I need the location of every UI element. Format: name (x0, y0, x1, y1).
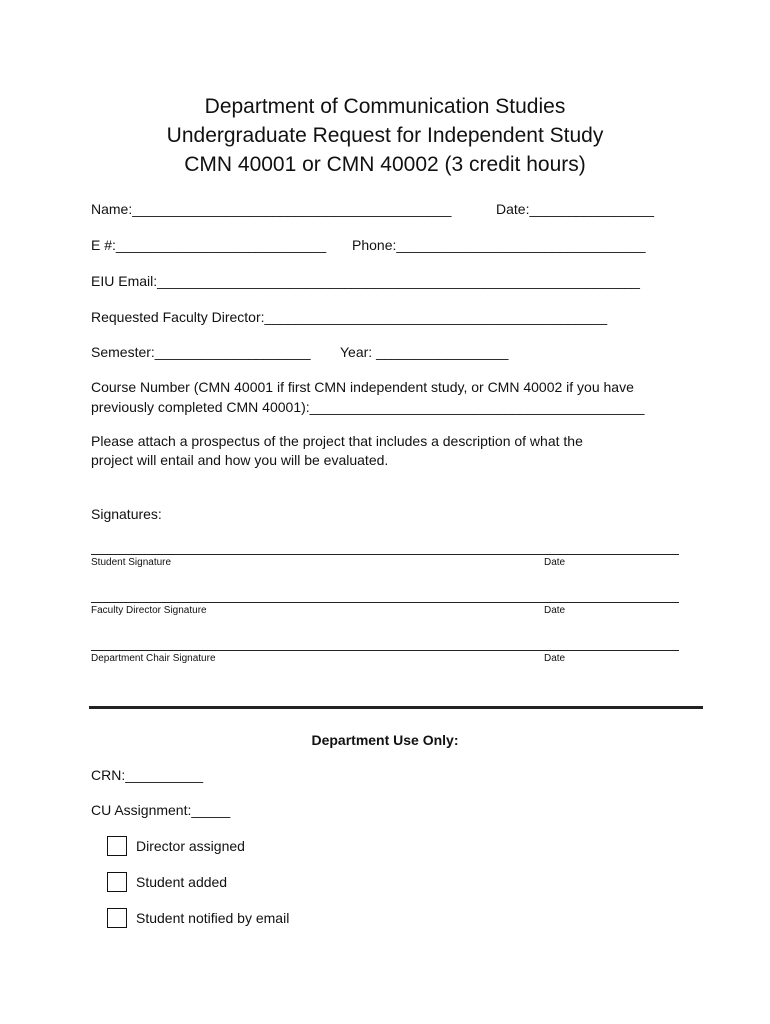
instructions-line-2: project will entail and how you will be evaluated. (91, 452, 389, 468)
date-field[interactable]: Date:________________ (496, 201, 655, 217)
course-number-text: Course Number (CMN 40001 if first CMN independent study, or CMN 40002 if you have (91, 379, 634, 395)
instructions-line-1: Please attach a prospectus of the project that includes a description of what the (91, 433, 583, 449)
crn-field[interactable]: CRN:__________ (91, 767, 204, 783)
faculty-director-signature-label: Faculty Director Signature (91, 605, 207, 616)
section-divider (89, 706, 703, 709)
eiu-email-field[interactable]: EIU Email:______________________________________________________________ (91, 273, 640, 289)
student-signature-label: Student Signature (91, 557, 172, 568)
department-chair-signature-label: Department Chair Signature (91, 653, 216, 664)
department-use-heading: Department Use Only: (311, 732, 459, 748)
form-title (0, 92, 770, 179)
title-request: Undergraduate Request for Independent Study (166, 124, 604, 147)
department-chair-signature-date-label: Date (544, 653, 566, 664)
director-assigned-checkbox[interactable] (107, 836, 127, 856)
student-added-label: Student added (136, 874, 228, 890)
cu-assignment-field[interactable]: CU Assignment:_____ (91, 802, 231, 818)
semester-field[interactable]: Semester:____________________ (91, 344, 311, 360)
director-assigned-label: Director assigned (136, 838, 245, 854)
department-chair-signature-line[interactable] (91, 650, 679, 651)
faculty-director-signature-line[interactable] (91, 602, 679, 603)
phone-field[interactable]: Phone:________________________________ (352, 237, 646, 253)
student-signature-date-label: Date (544, 557, 566, 568)
name-field[interactable]: Name:_________________________________________ (91, 201, 452, 217)
year-field[interactable]: Year: _________________ (340, 344, 509, 360)
student-signature-line[interactable] (91, 554, 679, 555)
student-notified-checkbox[interactable] (107, 908, 127, 928)
course-number-field[interactable]: previously completed CMN 40001):___________________________________________ (91, 399, 645, 415)
signatures-heading: Signatures: (91, 506, 162, 522)
enumber-field[interactable]: E #:___________________________ (91, 237, 327, 253)
title-department: Department of Communication Studies (204, 95, 566, 118)
student-notified-label: Student notified by email (136, 910, 290, 926)
student-added-checkbox[interactable] (107, 872, 127, 892)
faculty-director-field[interactable]: Requested Faculty Director:____________________________________________ (91, 309, 608, 325)
faculty-director-signature-date-label: Date (544, 605, 566, 616)
title-course: CMN 40001 or CMN 40002 (3 credit hours) (184, 153, 586, 176)
